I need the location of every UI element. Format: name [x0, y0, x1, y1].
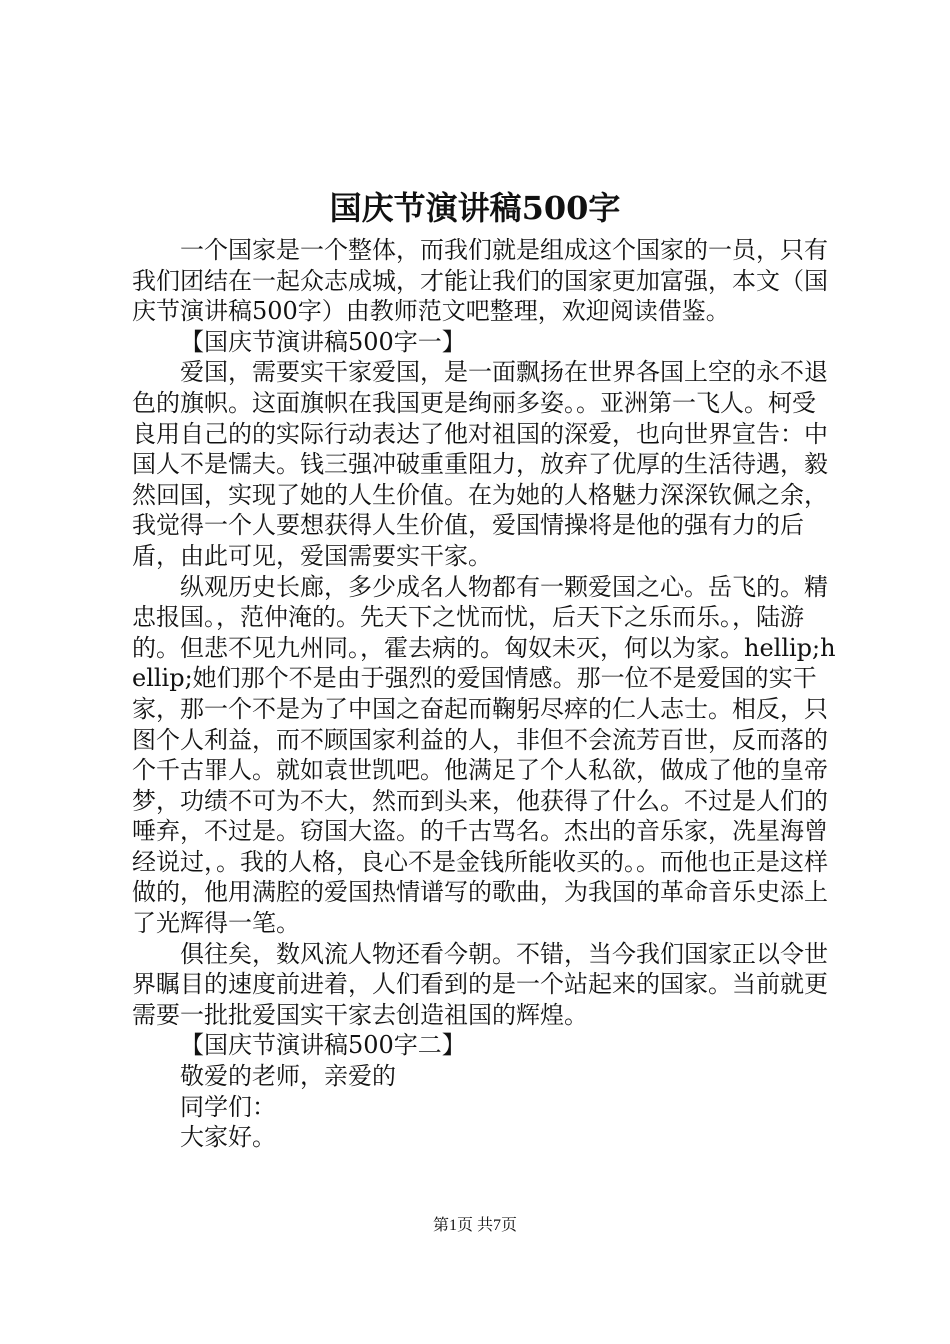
- intro-paragraph: 一个国家是一个整体，而我们就是组成这个国家的一员，只有我们团结在一起众志成城，才能让我们的国家更加富强，本文（国庆节演讲稿500字）由教师范文吧整理，欢迎阅读借鉴。: [132, 236, 828, 326]
- salutation-line: 同学们：: [180, 1092, 276, 1121]
- document-body: [132, 235, 836, 1153]
- body-paragraph: 爱国，需要实干家爱国，是一面飘扬在世界各国上空的永不退色的旗帜。这面旗帜在我国更是绚丽多姿。。亚洲第一飞人。柯受良用自己的的实际行动表达了他对祖国的深爱，也向世界宣告：中国人不是懦夫。钱三强冲破重重阻力，放弃了优厚的生活待遇，毅然回国，实现了她的人生价值。在为她的人格魅力深深钦佩之余，我觉得一个人要想获得人生价值，爱国情操将是他的强有力的后盾，由此可见，爱国需要实干家。: [132, 358, 828, 570]
- section-heading-two: 【国庆节演讲稿500字二】: [180, 1031, 466, 1060]
- body-paragraph: 纵观历史长廊，多少成名人物都有一颗爱国之心。岳飞的。精忠报国。，范仲淹的。先天下之忧而忧，后天下之乐而乐。，陆游的。但悲不见九州同。，霍去病的。匈奴未灭，何以为家。hellip;hellip;她们那个不是由于强烈的爱国情感。那一位不是爱国的实干家，那一个不是为了中国之奋起而鞠躬尽瘁的仁人志士。相反，只图个人利益，而不顾国家利益的人，非但不会流芳百世，反而落的个千古罪人。就如袁世凯吧。他满足了个人私欲，做成了他的皇帝梦，功绩不可为不大，然而到头来，他获得了什么。不过是人们的唾弃，不过是。窃国大盗。的千古骂名。杰出的音乐家，冼星海曾经说过，。我的人格，良心不是金钱所能收买的。。而他也正是这样做的，他用满腔的爱国热情谱写的歌曲，为我国的革命音乐史添上了光辉得一笔。: [132, 572, 836, 938]
- document-title: 国庆节演讲稿500字: [329, 189, 621, 227]
- page-number-footer: 第1页 共7页: [432, 1217, 517, 1234]
- greeting-line: 大家好。: [180, 1123, 276, 1152]
- section-heading-one: 【国庆节演讲稿500字一】: [180, 327, 466, 356]
- body-paragraph: 俱往矣，数风流人物还看今朝。不错，当今我们国家正以令世界瞩目的速度前进着，人们看到的是一个站起来的国家。当前就更需要一批批爱国实干家去创造祖国的辉煌。: [132, 939, 828, 1029]
- salutation-line: 敬爱的老师，亲爱的: [180, 1062, 396, 1091]
